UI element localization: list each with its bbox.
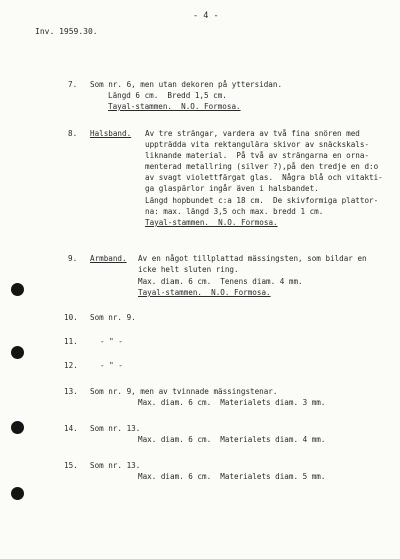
entry-line: Max. diam. 6 cm. Tenens diam. 4 mm. [138,277,303,286]
entry-line: Av tre strängar, vardera av två fina snören med [145,129,360,138]
entry-line: av svagt violettfärgat glas. Några blå och vitakti- [145,173,383,182]
entry-line: na: max. längd 3,5 och max. bredd 1 cm. [145,207,324,216]
entry-number: 10. [64,313,78,322]
entry-line: Som nr. 13. [90,461,141,470]
entry-line: Som nr. 9, men av tvinnade mässingstenar. [90,387,278,396]
entry-line: Längd 6 cm. Bredd 1,5 cm. [108,91,227,100]
entry-number: 15. [64,461,78,470]
entry-line: Längd hopbundet c:a 18 cm. De skivformiga plattor- [145,196,379,205]
entry-provenance: Tayal-stammen. N.O. Formosa. [145,218,278,227]
entry-provenance: Tayal-stammen. N.O. Formosa. [138,288,271,297]
entry-line: liknande material. På två av strängarna en orna- [145,151,370,160]
inventory-number: Inv. 1959.30. [35,27,98,36]
entry-number: 8. [68,129,78,138]
entry-provenance: Tayal-stammen. N.O. Formosa. [108,102,241,111]
entry-number: 14. [64,424,78,433]
punch-hole [11,346,24,359]
entry-number: 11. [64,337,78,346]
entry-number: 7. [68,80,78,89]
entry-line: - " - [100,361,123,370]
entry-number: 13. [64,387,78,396]
entry-line: menterad metallring (silver ?),på den tredje en d:o [145,162,379,171]
entry-line: Som nr. 13. [90,424,141,433]
entry-title: Armband. [90,254,127,263]
entry-number: 12. [64,361,78,370]
entry-line: Max. diam. 6 cm. Materialets diam. 3 mm. [138,398,326,407]
entry-line: Av en något tillplattad mässingsten, som bildar en [138,254,367,263]
punch-hole [11,283,24,296]
entry-line: ga glaspärlor ingår även i halsbandet. [145,184,319,193]
entry-number: 9. [68,254,78,263]
punch-hole [11,487,24,500]
entry-line: uppträdda vita rektangulära skivor av snäckskals- [145,140,370,149]
entry-line: - " - [100,337,123,346]
entry-line: Som nr. 9. [90,313,136,322]
entry-line: Max. diam. 6 cm. Materialets diam. 4 mm. [138,435,326,444]
entry-title: Halsband. [90,129,132,138]
punch-hole [11,421,24,434]
entry-line: Max. diam. 6 cm. Materialets diam. 5 mm. [138,472,326,481]
page-number: - 4 - [193,11,219,21]
entry-line: icke helt sluten ring. [138,265,239,274]
entry-line: Som nr. 6, men utan dekoren på yttersidan. [90,80,283,89]
